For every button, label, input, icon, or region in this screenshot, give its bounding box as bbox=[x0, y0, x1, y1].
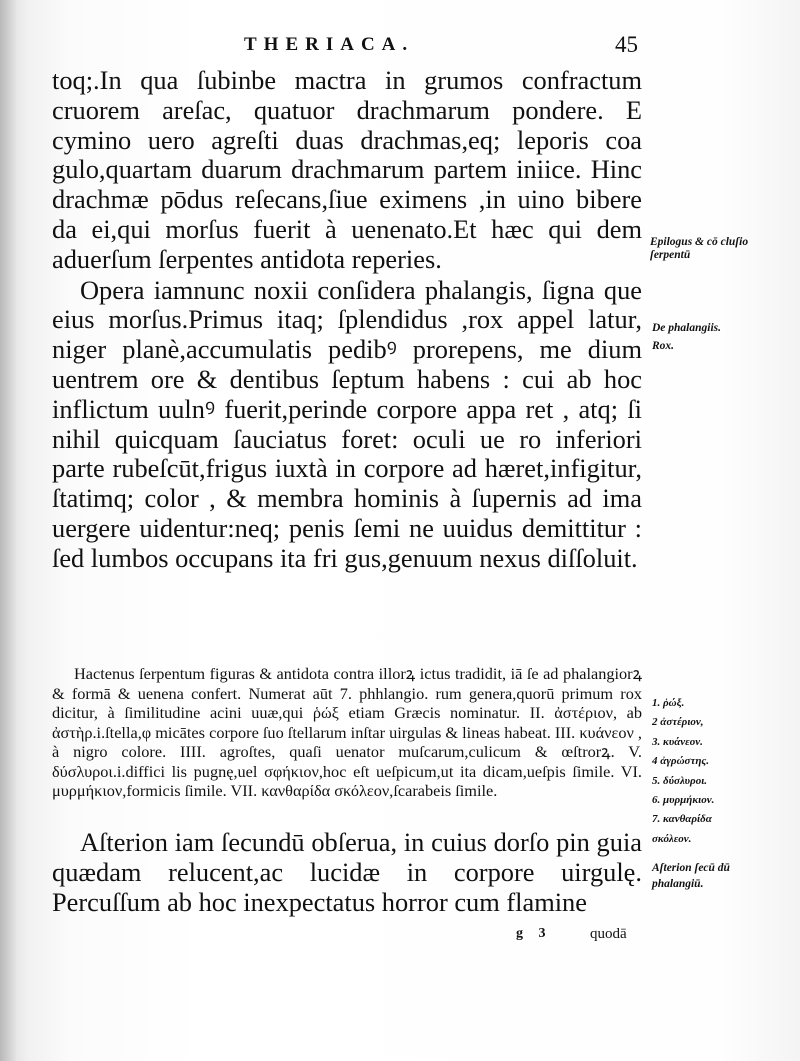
main-text-block-2 bbox=[52, 828, 642, 917]
species-list bbox=[652, 694, 782, 849]
signature-mark: g 3 bbox=[516, 926, 552, 941]
running-title: THERIACA. bbox=[244, 34, 415, 55]
page-gutter-shadow bbox=[0, 0, 16, 1061]
species-item: 5. δύσλυροι. bbox=[652, 774, 708, 787]
paragraph-antidota: toq;.In qua ſubinbe mactra in grumos confractum cruorem areſac, quatuor drachmarum pondere. E cymino uero agreſti duas drachmas,eq; leporis coa gulo,quartam duarum drachmarum partem iniice. Hinc drachmæ pōdus reſecans,ſiue eximens ,in uino bibere da ei,qui morſus fuerit à uenenato.Et hæc qui dem aduerſum ſerpentes antidota reperies. bbox=[52, 65, 642, 274]
species-item: 2 ἀστέριον, bbox=[652, 716, 704, 729]
paragraph-phalangis: Opera iamnunc noxii conſidera phalangis, ſigna que eius morſus.Primus itaq; ſplendidus ,rox appel latur, niger planè,accumulatis pedibꝰ prorepens, me dium uentrem ore & dentibus ſeptum habens : cui ab hoc inflictum uulnꝰ fuerit,perinde corpore appa ret , atq; ſi nihil quicquam ſauciatus foret: oculi ue ro inferiori parte rubeſcūt,frigus iuxtà in corpore ad hæret,infigitur, ſtatimq; color , & membra hominis à ſupernis ad ima uergere uidentur:neq; penis ſemi ne uuidus demittitur : ſed lumbos occupans ita fri gus,genuum nexus diſſoluit. bbox=[52, 274, 642, 573]
species-item: 7. κανθαρίδα bbox=[652, 813, 712, 826]
margin-note-epilogus: Epilogus & cō cluſio ſerpentū bbox=[650, 236, 749, 261]
paragraph-asterion: Aſterion iam ſecundū obſerua, in cuius dorſo pin guia quædam relucent,ac lucidæ in corpore uirgulę. Percuſſum ab hoc inexpectatus horror cum flamine bbox=[52, 827, 642, 917]
species-item: 6. μυρμήκιον. bbox=[652, 794, 715, 807]
commentary-text: Hactenus ſerpentum figuras & antidota contra illorꝝ ictus tradidit, iā ſe ad phalangiorꝝ & formā & uenena confert. Numerat aūt 7. phhlangio. rum genera,quorū primum rox dicitur, à ſimilitudine acini uuæ,qui ῥώξ etiam Græcis nominatur. II. ἀστέριον, ab ἀστὴρ.i.ſtella,φ micātes corpore ſuo ſtellarum inſtar uirgulas & lineas habeat. III. κυάνεον , à nigro colore. IIII. agroſtes, quaſi uenator muſcarum,culicum & œſtrorꝝ. V. δύσλυροι.i.diffici lis pugnę,uel σφήκιον,hoc eſt ueſpicum,ut ita dicam,ueſpis ſimile. VI. μυρμήκιον,formicis ſimile. VII. κανθαρίδα σκόλεον,ſcarabeis ſimile. bbox=[52, 664, 642, 800]
page-number: 45 bbox=[615, 32, 638, 57]
species-item: 1. ῥώξ. bbox=[652, 697, 685, 709]
species-item: 4 ἀγρώστης. bbox=[652, 755, 710, 768]
commentary-block bbox=[52, 664, 642, 801]
margin-note-de-phalangiis: De phalangiis. bbox=[652, 322, 722, 334]
main-text-block bbox=[52, 66, 642, 574]
margin-note-rox: Rox. bbox=[652, 340, 675, 352]
species-item: 3. κυάνεον. bbox=[652, 735, 703, 748]
catchword: quodā bbox=[590, 926, 627, 942]
margin-note-asterion: Aſterion ſecū dū phalangiū. bbox=[652, 862, 730, 890]
species-item: σκόλεον. bbox=[652, 832, 692, 845]
